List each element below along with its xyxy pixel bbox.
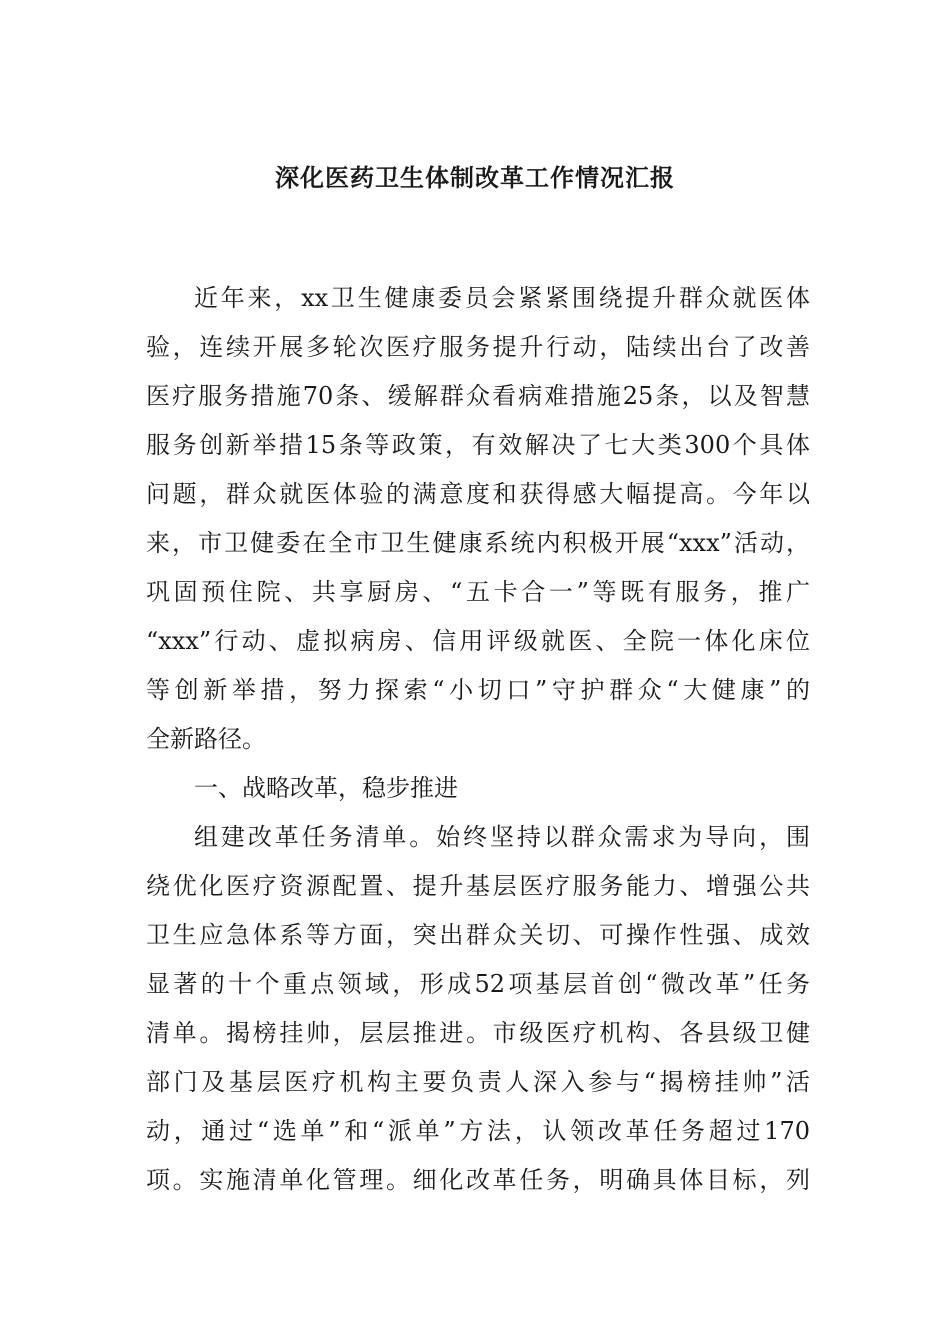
- paragraph-line: 服务创新举措15条等政策，有效解决了七大类300个具体: [146, 431, 810, 459]
- paragraph-line: 问题，群众就医体验的满意度和获得感大幅提高。今年以: [146, 480, 810, 508]
- paragraph-line: 绕优化医疗资源配置、提升基层医疗服务能力、增强公共: [146, 872, 810, 900]
- paragraph-line: 近年来，xx卫生健康委员会紧紧围绕提升群众就医体: [194, 284, 810, 312]
- section-heading: 一、战略改革，稳步推进: [194, 774, 458, 802]
- paragraph-line: 项。实施清单化管理。细化改革任务，明确具体目标，列: [146, 1166, 810, 1194]
- paragraph-line: 动，通过“选单”和“派单”方法，认领改革任务超过170: [146, 1117, 810, 1145]
- paragraph-line: 等创新举措，努力探索“小切口”守护群众“大健康”的: [146, 676, 810, 704]
- paragraph-line: 组建改革任务清单。始终坚持以群众需求为导向，围: [194, 823, 810, 851]
- paragraph-line: 来，市卫健委在全市卫生健康系统内积极开展“xxx”活动，: [146, 529, 810, 557]
- paragraph-line: 全新路径。: [146, 725, 266, 753]
- document-title: 深化医药卫生体制改革工作情况汇报: [275, 163, 675, 192]
- paragraph-line: 巩固预住院、共享厨房、“五卡合一”等既有服务，推广: [146, 578, 810, 606]
- paragraph-line: 验，连续开展多轮次医疗服务提升行动，陆续出台了改善: [146, 333, 810, 361]
- paragraph-line: 部门及基层医疗机构主要负责人深入参与“揭榜挂帅”活: [146, 1068, 810, 1096]
- paragraph-line: 清单。揭榜挂帅，层层推进。市级医疗机构、各县级卫健: [146, 1019, 810, 1047]
- document-body: [146, 274, 810, 1205]
- paragraph-line: 显著的十个重点领域，形成52项基层首创“微改革”任务: [146, 970, 810, 998]
- paragraph-line: “xxx”行动、虚拟病房、信用评级就医、全院一体化床位: [146, 627, 810, 655]
- paragraph-line: 医疗服务措施70条、缓解群众看病难措施25条，以及智慧: [146, 382, 810, 410]
- paragraph-line: 卫生应急体系等方面，突出群众关切、可操作性强、成效: [146, 921, 810, 949]
